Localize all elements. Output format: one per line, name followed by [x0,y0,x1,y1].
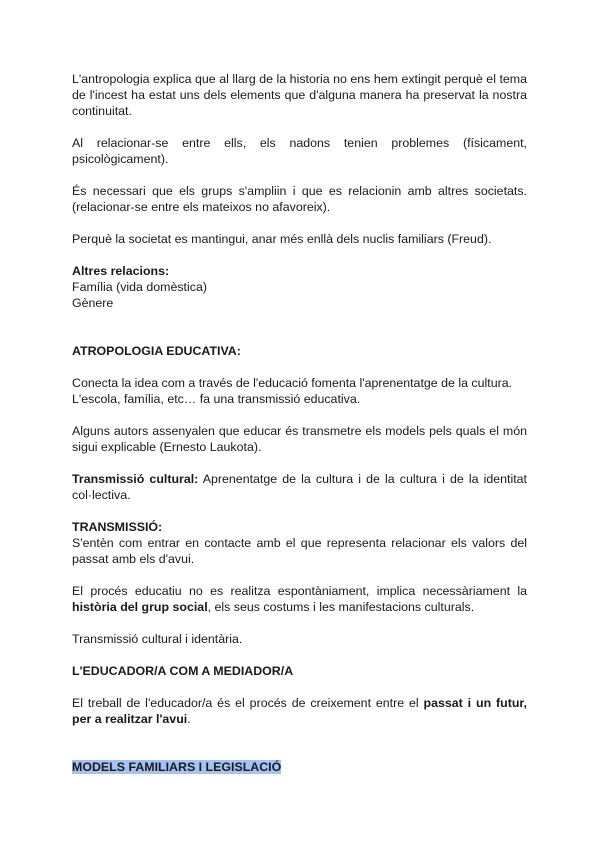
paragraph-treball-educador [72,695,527,727]
highlighted-heading-models: MODELS FAMILIARS I LEGISLACIÓ [72,760,282,774]
heading-educador-mediador: L'EDUCADOR/A COM A MEDIADOR/A [72,664,294,678]
document-page [72,71,527,775]
paragraph-identaria: Transmissió cultural i identària. [72,632,243,646]
definition-transmissio-cultural: Aprenentatge de la cultura i de la cultura i de la identitat col·lectiva. [72,472,527,502]
list-item-genere: Gènere [72,296,114,310]
list-item-familia: Família (vida domèstica) [72,280,207,294]
paragraph-conecta [72,375,527,407]
heading-altres-relacions: Altres relacions: [72,264,170,278]
heading-atropologia-educativa: ATROPOLOGIA EDUCATIVA: [72,344,241,358]
heading-transmissio: TRANSMISSIÓ: [72,520,163,534]
treball-educador-start: El treball de l'educador/a és el procés de creixement entre el [72,696,424,710]
paragraph-freud: Perquè la societat es mantingui, anar més enllà dels nuclis familiars (Freud). [72,232,492,246]
treball-educador-end: . [187,712,191,726]
heading-models-familiars [72,759,527,775]
paragraph-antropologia-incest: L'antropologia explica que al llarg de la historia no ens hem extingit perquè el tema de l'incest ha estat uns dels elements que d'alguna manera ha preservat la nostra continuitat. [72,72,527,118]
paragraph-nadons: Al relacionar-se entre ells, els nadons tenien problemes (físicament, psicològicament). [72,136,527,166]
proces-educatiu-end: , els seus costums i les manifestacions culturals. [207,600,475,614]
paragraph-proces-educatiu [72,583,527,615]
paragraph-transmissio-cultural [72,471,527,503]
paragraph-conecta-line1: Conecta la idea com a través de l'educació fomenta l'aprenentatge de la cultura. [72,376,513,390]
term-passat-futur: passat i un futur, per a realitzar l'avui [72,696,527,726]
term-transmissio-cultural: Transmissió cultural: [72,472,199,486]
paragraph-entrar-contacte: S'entèn com entrar en contacte amb el que representa relacionar els valors del passat amb els d'avui. [72,536,527,566]
paragraph-conecta-line2: L'escola, família, etc… fa una transmissió educativa. [72,392,361,406]
proces-educatiu-start: El procés educatiu no es realitza espontàniament, implica necessàriament la [72,584,527,598]
paragraph-autors: Alguns autors assenyalen que educar és transmetre els models pels quals el món sigui explicable (Ernesto Laukota). [72,424,527,454]
term-historia-grup-social: història del grup social [72,600,208,614]
paragraph-grups: És necessari que els grups s'ampliin i que es relacionin amb altres societats. (relacionar-se entre els mateixos no afavoreix). [72,184,527,214]
